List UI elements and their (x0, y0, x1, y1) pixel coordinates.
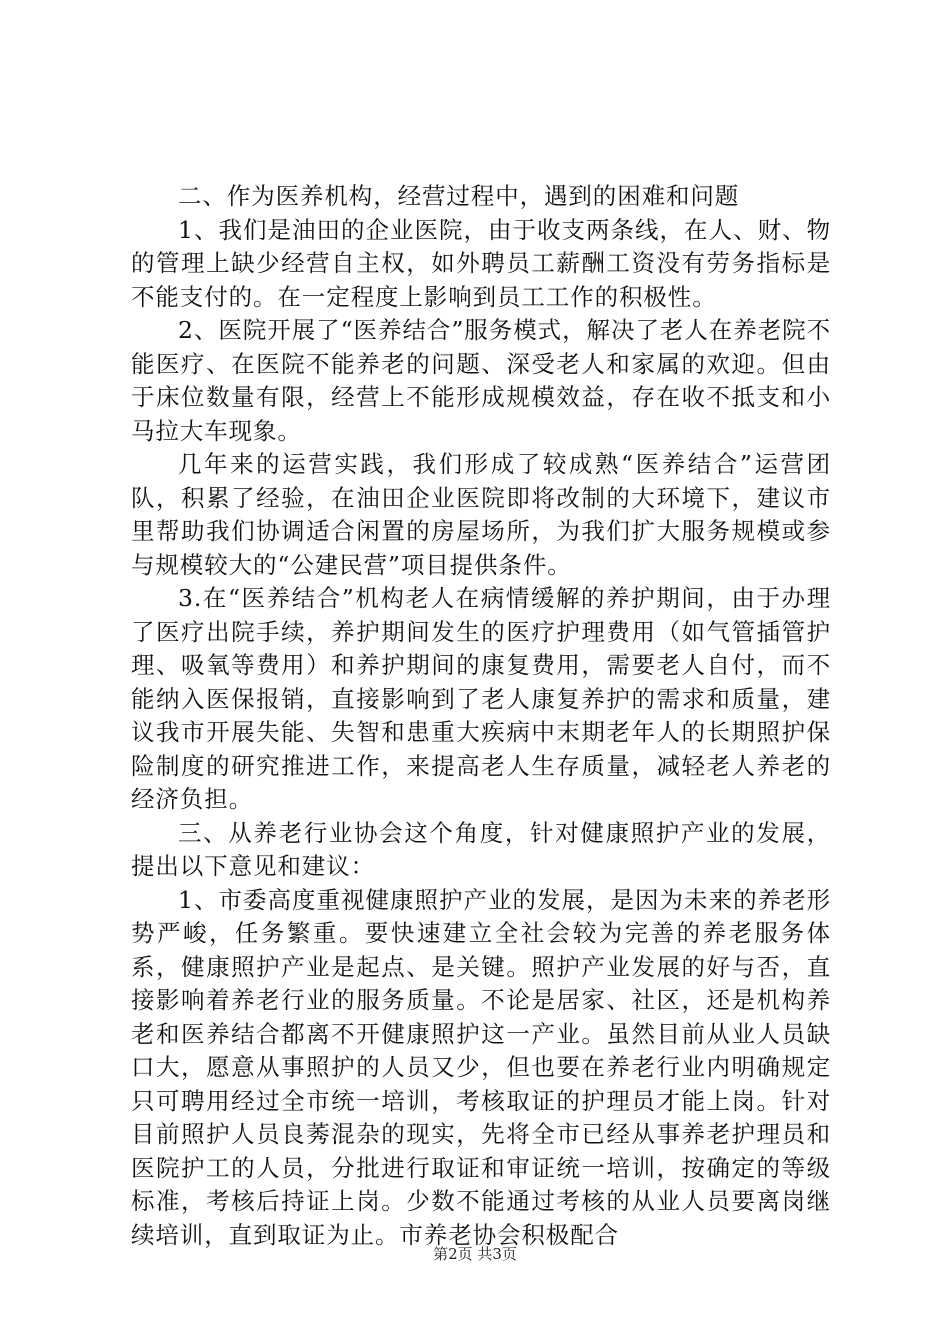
paragraph-care-model: 2、医院开展了“医养结合”服务模式，解决了老人在养老院不能医疗、在医院不能养老的问题、深受老人和家属的欢迎。但由于床位数量有限，经营上不能形成规模效益，存在收不抵支和小马拉大车现象。 (131, 316, 831, 445)
page-number-footer: 第2页 共3页 (433, 1245, 517, 1263)
paragraph-care-industry: 1、市委高度重视健康照护产业的发展，是因为未来的养老形势严峻，任务繁重。要快速建立全社会较为完善的养老服务体系，健康照护产业是起点、是关键。照护产业发展的好与否，直接影响着养老行业的服务质量。不论是居家、社区，还是机构养老和医养结合都离不开健康照护这一产业。虽然目前从业人员缺口大，愿意从事照护的人员又少，但也要在养老行业内明确规定只可聘用经过全市统一培训，考核取证的护理员才能上岗。针对目前照护人员良莠混杂的现实，先将全市已经从事养老护理员和医院护工的人员，分批进行取证和审证统一培训，按确定的等级标准，考核后持证上岗。少数不能通过考核的从业人员要离岗继续培训，直到取证为止。市养老协会积极配合 (131, 885, 831, 1249)
section-heading-suggestions: 三、从养老行业协会这个角度，针对健康照护产业的发展，提出以下意见和建议： (131, 818, 831, 880)
document-body (131, 180, 831, 1252)
paragraph-enterprise-hospital: 1、我们是油田的企业医院，由于收支两条线，在人、财、物的管理上缺少经营自主权，如外聘员工薪酬工资没有劳务指标是不能支付的。在一定程度上影响到员工工作的积极性。 (131, 215, 831, 311)
section-heading-difficulties: 二、作为医养机构，经营过程中，遇到的困难和问题 (178, 182, 740, 210)
paragraph-insurance-suggestion: 3.在“医养结合”机构老人在病情缓解的养护期间，由于办理了医疗出院手续，养护期间发生的医疗护理费用（如气管插管护理、吸氧等费用）和养护期间的康复费用，需要老人自付，而不能纳入医保报销，直接影响到了老人康复养护的需求和质量，建议我市开展失能、失智和患重大疾病中末期老年人的长期照护保险制度的研究推进工作，来提高老人生存质量，减轻老人养老的经济负担。 (131, 584, 831, 813)
paragraph-operation-practice: 几年来的运营实践，我们形成了较成熟“医养结合”运营团队，积累了经验，在油田企业医院即将改制的大环境下，建议市里帮助我们协调适合闲置的房屋场所，为我们扩大服务规模或参与规模较大的“公建民营”项目提供条件。 (131, 450, 831, 579)
